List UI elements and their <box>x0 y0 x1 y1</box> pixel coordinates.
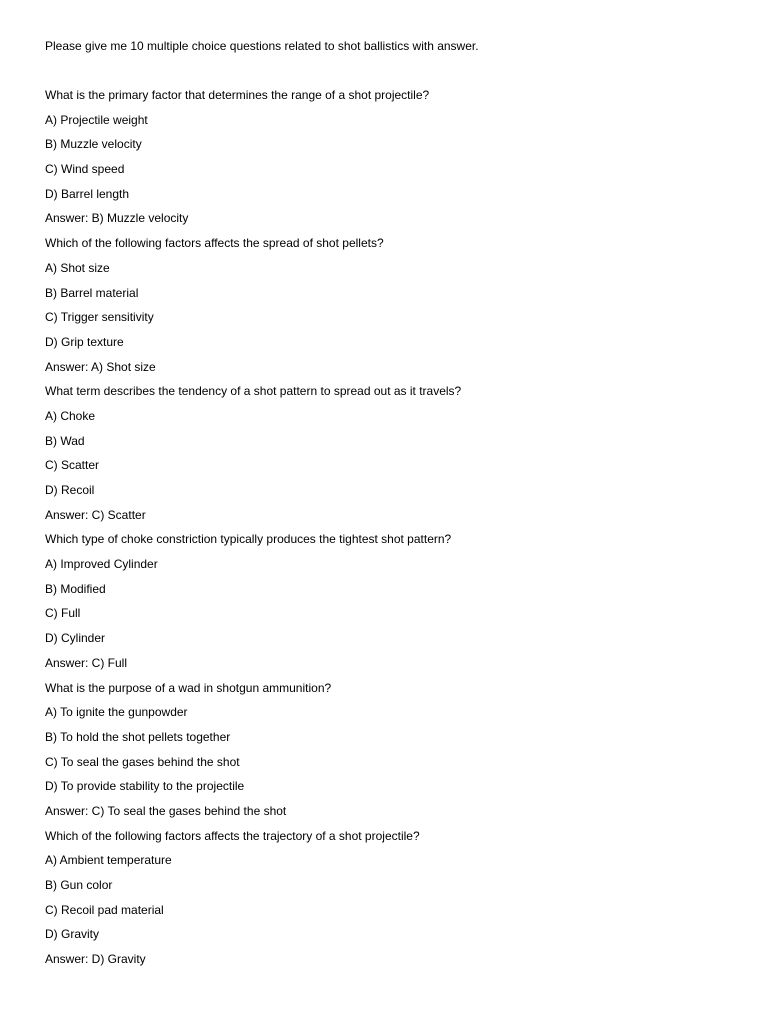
question-text: What is the primary factor that determines the range of a shot projectile? <box>45 88 430 102</box>
option-c: C) Wind speed <box>45 162 125 177</box>
option-d: D) To provide stability to the projectile <box>45 779 245 794</box>
answer-text: Answer: C) To seal the gases behind the shot <box>45 803 287 818</box>
option-d: D) Recoil <box>45 483 95 497</box>
question-text: What term describes the tendency of a shot pattern to spread out as it travels? <box>45 384 462 399</box>
option-b: B) Modified <box>45 581 106 596</box>
option-d: D) Cylinder <box>45 631 106 646</box>
question-block-2 <box>45 235 735 374</box>
option-d: D) Barrel length <box>45 186 130 201</box>
answer-text: Answer: D) Gravity <box>45 952 146 967</box>
option-b: B) To hold the shot pellets together <box>45 729 231 744</box>
question-block-4 <box>45 531 735 670</box>
option-d: D) Gravity <box>45 927 99 942</box>
answer-text: Answer: B) Muzzle velocity <box>45 211 189 226</box>
option-a: A) Ambient temperature <box>45 853 172 868</box>
option-b: B) Gun color <box>45 878 113 892</box>
question-block-3 <box>45 383 735 522</box>
option-c: C) Scatter <box>45 458 100 473</box>
option-c: C) Trigger sensitivity <box>45 310 154 325</box>
option-a: A) Shot size <box>45 260 110 275</box>
option-a: A) Improved Cylinder <box>45 557 158 572</box>
option-c: C) Recoil pad material <box>45 902 164 917</box>
option-b: B) Muzzle velocity <box>45 137 142 152</box>
question-text: Which of the following factors affects the trajectory of a shot projectile? <box>45 828 420 843</box>
option-c: C) Full <box>45 606 81 621</box>
document-page <box>45 38 735 976</box>
option-a: A) Projectile weight <box>45 112 148 127</box>
question-text: What is the purpose of a wad in shotgun ammunition? <box>45 680 332 695</box>
question-block-5 <box>45 680 735 819</box>
question-text: Which of the following factors affects the spread of shot pellets? <box>45 236 384 251</box>
option-a: A) Choke <box>45 408 96 423</box>
option-b: B) Barrel material <box>45 285 139 300</box>
answer-text: Answer: A) Shot size <box>45 359 156 374</box>
question-text: Which type of choke constriction typically produces the tightest shot pattern? <box>45 532 452 547</box>
option-c: C) To seal the gases behind the shot <box>45 754 240 769</box>
question-block-6 <box>45 828 735 967</box>
answer-text: Answer: C) Full <box>45 655 128 670</box>
question-block-1 <box>45 87 735 226</box>
option-d: D) Grip texture <box>45 334 124 349</box>
option-b: B) Wad <box>45 433 85 448</box>
option-a: A) To ignite the gunpowder <box>45 705 188 720</box>
answer-text: Answer: C) Scatter <box>45 507 146 522</box>
prompt-text: Please give me 10 multiple choice questions related to shot ballistics with answer. <box>45 39 479 53</box>
